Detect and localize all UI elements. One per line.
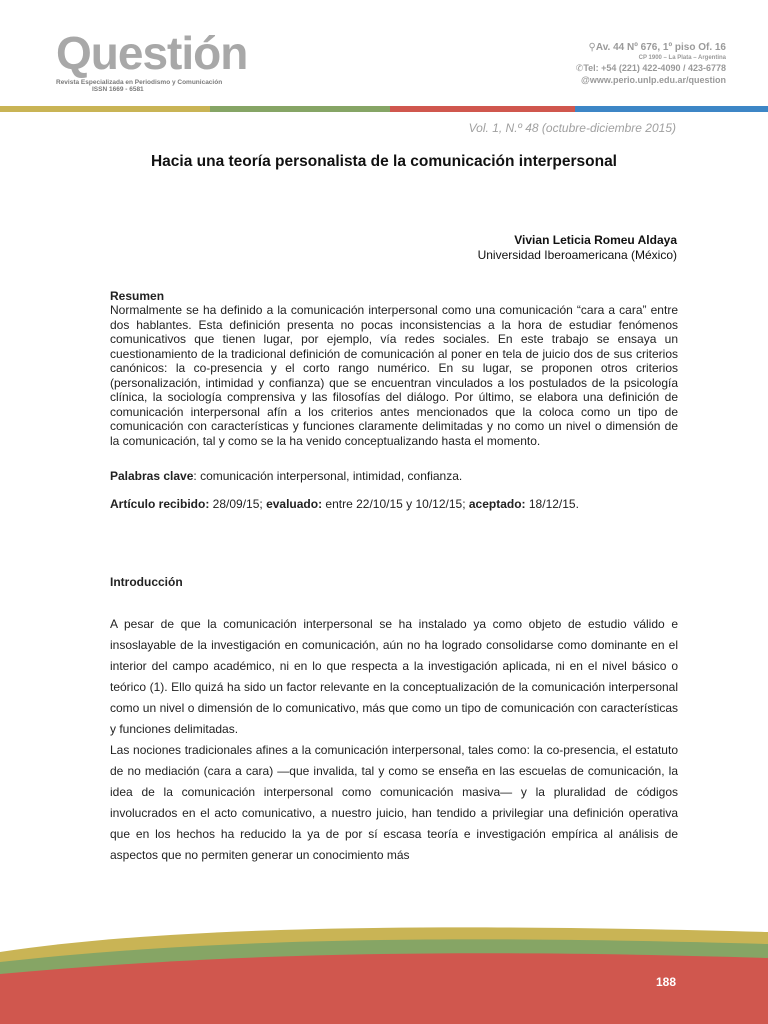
author-block bbox=[478, 233, 677, 263]
stripe-segment-green bbox=[210, 106, 390, 112]
phone-text: Tel: +54 (221) 422-4090 / 423-6778 bbox=[583, 63, 726, 73]
stripe-segment-blue bbox=[575, 106, 768, 112]
footer-wave-decoration bbox=[0, 918, 768, 1024]
logo-wordmark: Questión bbox=[56, 27, 248, 79]
keywords-text: : comunicación interpersonal, intimidad, confianza. bbox=[193, 469, 463, 483]
header-color-stripe bbox=[0, 106, 768, 112]
evaluated-date: entre 22/10/15 y 10/12/15; bbox=[322, 497, 469, 511]
location-pin-icon: ⚲ bbox=[588, 42, 596, 53]
author-name: Vivian Leticia Romeu Aldaya bbox=[514, 233, 677, 247]
accepted-date: 18/12/15. bbox=[525, 497, 579, 511]
keywords-label: Palabras clave bbox=[110, 469, 194, 483]
address-text: Av. 44 Nº 676, 1º piso Of. 16 bbox=[595, 42, 726, 53]
logo-issn: ISSN 1669 - 6581 bbox=[92, 86, 144, 93]
accepted-label: aceptado: bbox=[468, 497, 526, 511]
website-link[interactable]: www.perio.unlp.edu.ar/question bbox=[589, 75, 726, 85]
journal-logo bbox=[56, 27, 248, 93]
intro-heading: Introducción bbox=[110, 575, 183, 589]
author-affiliation: Universidad Iberoamericana (México) bbox=[477, 248, 677, 262]
keywords-line bbox=[110, 469, 678, 484]
intro-paragraph-1: A pesar de que la comunicación interpersonal se ha instalado ya como objeto de estudio válido e insoslayable de la investigación en comunicación, aún no ha logrado consolidarse como dominante en el interior del campo académico, ni en lo que respecta a la investigación aplicada, ni en el nivel básico o teórico (1). Ello quizá ha sido un factor relevante en la conceptualización de la comunicación interpersonal como un nivel o dimensión de lo comunicativo, más que como un tipo de comunicación con características y funciones delimitadas. bbox=[110, 617, 678, 736]
city-text: CP 1900 – La Plata – Argentina bbox=[638, 55, 726, 61]
received-date: 28/09/15; bbox=[209, 497, 267, 511]
intro-paragraph-2: Las nociones tradicionales afines a la comunicación interpersonal, tales como: la co-presencia, el estatuto de no mediación (cara a cara) —que invalida, tal y como se enseña en las escuelas de comunicación, la idea de la comunicación interpersonal como comunicación masiva— y la pluralidad de códigos involucrados en el acto comunicativo, a nuestro juicio, han tendido a privilegiar una definición operativa que en los hechos ha reducido la ya de por sí escasa teoría e investigación empírica al análisis de aspectos que no permiten generar un conocimiento más bbox=[110, 743, 678, 862]
at-icon: @ bbox=[581, 75, 590, 85]
stripe-segment-red bbox=[390, 106, 575, 112]
received-label: Artículo recibido: bbox=[110, 497, 210, 511]
page-header bbox=[0, 0, 768, 118]
phone-icon: ✆ bbox=[575, 63, 584, 73]
article-title: Hacia una teoría personalista de la comunicación interpersonal bbox=[150, 153, 617, 170]
stripe-segment-yellow bbox=[0, 106, 210, 112]
evaluated-label: evaluado: bbox=[266, 497, 323, 511]
abstract-text: Normalmente se ha definido a la comunicación interpersonal como una comunicación “cara a cara” entre dos hablantes. Esta definición presenta no pocas inconsistencias a la hora de estudiar fenómenos comunicativos que tienen lugar, por ejemplo, vía redes sociales. En este trabajo se ensaya un cuestionamiento de la tradicional definición de comunicación al poner en tela de juicio dos de sus criterios canónicos: la co-presencia y el corto rango numérico. En su lugar, se proponen otros criterios (personalización, intimidad y confianza) que se encuentran vinculados a los postulados de la psicología clínica, la sociología comprensiva y las filosofías del diálogo. Por último, se elabora una definición de comunicación interpersonal afín a los criterios antes mencionados que la coloca como un tipo de comunicación con características y funciones claramente delimitadas y no como un nivel o dimensión de la comunicación, tal y como se la ha venido conceptualizando hasta el momento. bbox=[110, 303, 678, 448]
abstract-heading: Resumen bbox=[110, 289, 165, 303]
contact-info bbox=[576, 42, 726, 86]
article-dates bbox=[110, 497, 678, 512]
logo-subtitle: Revista Especializada en Periodismo y Comunicación bbox=[56, 79, 223, 86]
volume-info: Vol. 1, N.º 48 (octubre-diciembre 2015) bbox=[468, 121, 676, 135]
intro-body bbox=[110, 614, 678, 866]
page-number: 188 bbox=[655, 975, 676, 989]
